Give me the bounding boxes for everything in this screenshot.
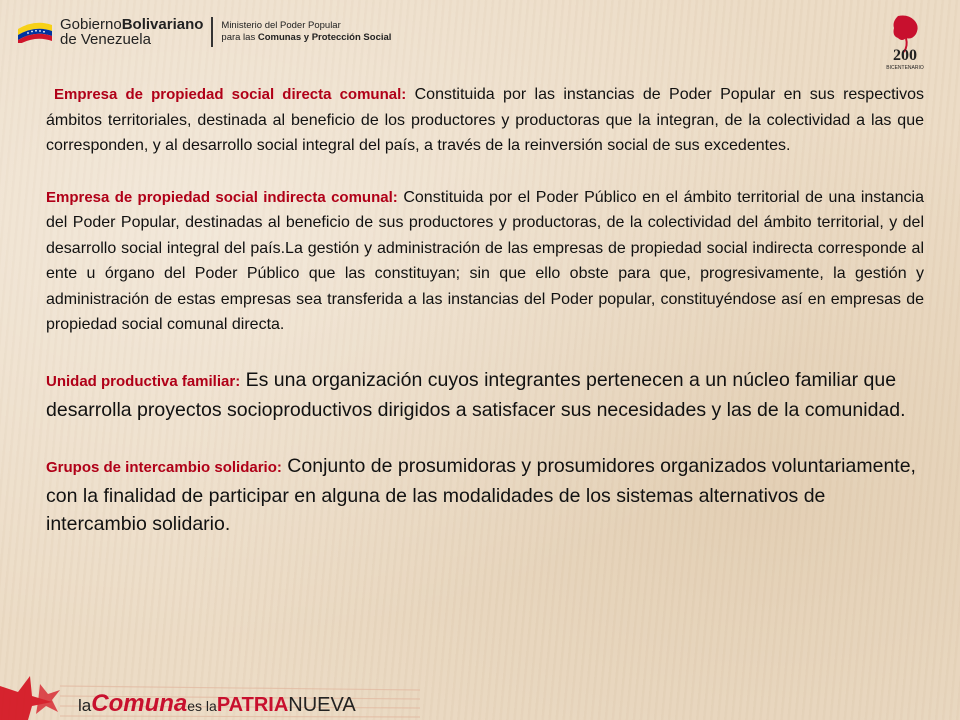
bicentenario-logo-icon — [868, 12, 942, 72]
paragraph-body: Constituida por las instancias de Poder Popular en sus respectivos ámbitos territoriales, destinada al beneficio de los productores y productoras que la integran, de la colectividad a las que corresponden, y al desarrollo social integral del país, a través de la reinversión social de sus excedentes. — [46, 86, 925, 154]
slogan-nueva: NUEVA — [288, 694, 356, 716]
header-divider — [211, 17, 213, 47]
slogan-comuna: Comuna — [91, 690, 188, 717]
ministry-line2-a: para las — [221, 32, 258, 43]
paragraph-lead: Empresa de propiedad social indirecta comunal: — [46, 188, 398, 206]
paragraph-body: Es una organización cuyos integrantes pertenecen a un núcleo familiar que desarrolla proyectos socioproductivos dirigidos a satisfacer sus necesidades y las de la comunidad. — [46, 368, 906, 421]
paragraph-body: Conjunto de prosumidoras y prosumidores organizados voluntariamente, con la finalidad de participar en alguna de las modalidades de los sistemas alternativos de intercambio solidario. — [46, 454, 916, 535]
paragraph-intercambio-solidario — [46, 452, 924, 538]
paragraph-lead: Grupos de intercambio solidario: — [46, 458, 282, 476]
slogan-es-la: es la — [187, 698, 217, 714]
gov-line2: de Venezuela — [60, 31, 151, 48]
ministry-line2-b: Comunas y Protección Social — [257, 32, 392, 43]
gov-line1-b: Bolivariano — [121, 16, 204, 33]
paragraph-lead: Unidad productiva familiar: — [46, 372, 241, 390]
bicentenario-label: BICENTENARIO — [886, 65, 924, 71]
bicentenario-number: 200 — [893, 47, 917, 64]
paragraph-empresa-directa — [46, 82, 924, 159]
paragraph-lead: Empresa de propiedad social directa comunal: — [54, 86, 407, 103]
header-logo — [16, 14, 391, 50]
slogan-la: la — [78, 696, 92, 715]
paragraph-unidad-familiar — [46, 366, 924, 424]
slogan-patria: PATRIA — [216, 694, 289, 716]
main-content — [46, 82, 924, 538]
ministry-line1: Ministerio del Poder Popular — [221, 20, 341, 31]
venezuela-flag-icon — [16, 21, 54, 43]
paragraph-empresa-indirecta — [46, 185, 924, 338]
footer-slogan — [78, 690, 356, 718]
gov-line1-a: Gobierno — [60, 16, 122, 33]
paragraph-body: Constituida por el Poder Público en el ámbito territorial de una instancia del Poder Popular, destinadas al beneficio de sus productores y productoras, de la colectividad del ámbito territorial, y del desarrollo social integral del país.La gestión y administración de las empresas de propiedad social indirecta corresponde al ente u órgano del Poder Público que las constituyan; sin que ello obste para que, progresivamente, la gestión y administración de estas empresas sea transferida a las instancias del Poder popular, constituyéndose así en empresas de propiedad social comunal directa. — [46, 188, 924, 333]
ministry-name — [221, 20, 391, 44]
government-name — [60, 17, 203, 47]
